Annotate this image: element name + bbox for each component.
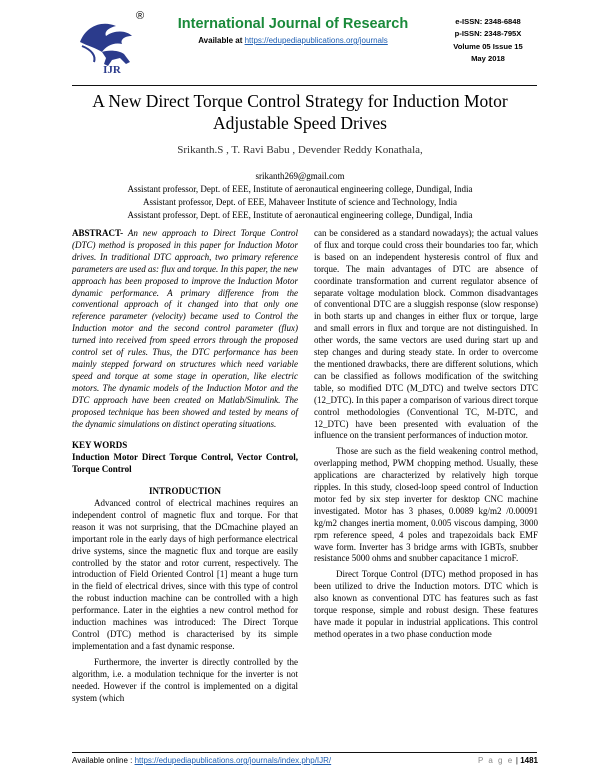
paper-title [60,90,540,134]
body-paragraph-3: Direct Torque Control (DTC) method proposed in has been utilized to drive the Induction motors. DTC which is also known as conventional DTC has features such as fast torque response, simple and robust design. These features have made it popular in industrial applications. This control method operates in a two phase conduction mode [314,569,538,639]
footer-divider [72,752,537,753]
footer-journal-link[interactable]: https://edupediapublications.org/journals/index.php/IJR/ [134,756,332,765]
author-email: srikanth269@gmail.com [255,171,345,181]
page-separator: | [513,756,521,765]
header-divider [72,85,537,86]
keywords-heading: KEY WORDS [72,440,128,451]
available-prefix: Available at [198,36,245,45]
title-line-2: Adjustable Speed Drives [213,113,387,133]
intro-paragraph-2: Furthermore, the inverter is directly controlled by the algorithm, i.e. a modulation technique for the inverter is not needed. However if the control is implemented on a digital system (which [72,656,298,703]
right-column [314,228,538,641]
abstract-label: ABSTRACT- [72,228,124,238]
footer-online-prefix: Available online : [72,756,135,765]
page-number: 1481 [520,756,538,765]
pissn: p-ISSN: 2348-795X [454,29,522,39]
keywords: Induction Motor Direct Torque Control, Vector Control, Torque Control [72,452,298,475]
section-heading-introduction: INTRODUCTION [148,486,221,497]
footer-page [460,756,538,765]
abstract-text: An new approach to Direct Torque Control (DTC) method is proposed in this paper for Induction Motor drives. In traditional DTC approach, two primary reference parameters are used as: flux and torque. In this paper, the new approach has been proposed to improve the Induction Motor dynamic performance. A primary difference from the conventional approach of it changed into that only one reference parameter (velocity) became used to Control the Induction motor and the second control parameter (flux) turned into received from speed errors through the proposed control set of rules. Thus, the DTC performance has been mainly stepped forward on structures which need variable speed and torque at some stage in operation, like electric motors. The dynamic models of the Induction Motor and the DTC approach have been created on Matlab/Simulink. The proposed technique has been showed and tested by means of the dynamic simulations on distinct operating situations. [72,228,298,429]
abstract [72,228,298,430]
logo-text: IJR [103,64,121,74]
eissn: e-ISSN: 2348-6848 [455,17,521,26]
volume-issue: Volume 05 Issue 15 [453,41,523,51]
page-label: P a g e [477,756,514,765]
header-center [168,16,418,45]
journal-logo [72,12,152,74]
intro-paragraph-1: Advanced control of electrical machines requires an independent control of magnetic flux and torque. For that reason it was not surprising, that the DCmachine played an important role in the early days of high performance electrical drive systems, since the magnetic flux and torque are easily controlled by the stator and rotor current, respectively. The introduction of Field Oriented Control [1] meant a huge turn in the field of electrical drives, since with this type of control the robust induction machine can be controlled with a high performance. Later in the eighties a new control method for induction machines was introduced: The Direct Torque Control (DTC) method is characterised by its simple implementation and a fast dynamic response. [72,498,298,651]
registered-mark: ® [136,10,145,22]
journal-link[interactable]: https://edupediapublications.org/journals [244,36,388,45]
header-issn-block [440,16,536,65]
affiliation-2: Assistant professor, Dept. of EEE, Mahaveer Institute of science and Technology, India [143,197,457,207]
body-paragraph-1: can be considered as a standard nowadays); the actual values of flux and torque could cross their boundaries too far, which is based on an independent hysteresis control of flux and torque. The main advantages of DTC are absence of coordinate transformation and current regulator absence of separate voltage modulation block. Common disadvantages of conventional DTC are a sluggish response (slow response) in both starts up and changes in either flux or torque, large and small errors in flux and torque are not distinguished. In other words, the same vectors are used during start up and step changes and during steady state. In order to overcome the mentioned drawbacks, there are different solutions, which can be classified as follows modification of the switching table, so modified DTC (M_DTC) and twelve sectors DTC (12_DTC). In this paper a comparison of various direct torque control methodologies (Conventional TC, M-DTC, and 12_DTC) have been presented with evaluation of the influence on the transient performances of induction motor. [314,228,538,441]
affiliation-3: Assistant professor, Dept. of EEE, Institute of aeronautical engineering college, Dundigal, India [127,210,473,220]
journal-name: International Journal of Research [177,16,409,32]
available-at [168,36,418,45]
title-line-1: A New Direct Torque Control Strategy for Induction Motor [92,91,508,111]
affiliation-1: Assistant professor, Dept. of EEE, Institute of aeronautical engineering college, Dundigal, India [127,184,473,194]
left-column [72,228,298,704]
issue-date: May 2018 [471,53,505,63]
body-paragraph-2: Those are such as the field weakening control method, overlapping method, PWM chopping method. Usually, these applications are characterized by relatively high torque ripples. In this study, closed-loop speed control of Induction motor fed by six step inverter for desktop CNC machine investigated. Motor has 3 phases, 0.0089 kg/m2 /0.00091 kg/m2 changes inertia moment, 0.005 viscous damping, 3000 rpm reference speed, 4 poles and trapezoidals back EMF wave form. Inverter has 3 bridge arms with IGBTs, snubber resistance 5000 ohms and snubber capacitance 1 microF. [314,446,538,564]
footer-online [72,756,331,765]
author-list: Srikanth.S , T. Ravi Babu , Devender Reddy Konathala, [177,144,423,156]
